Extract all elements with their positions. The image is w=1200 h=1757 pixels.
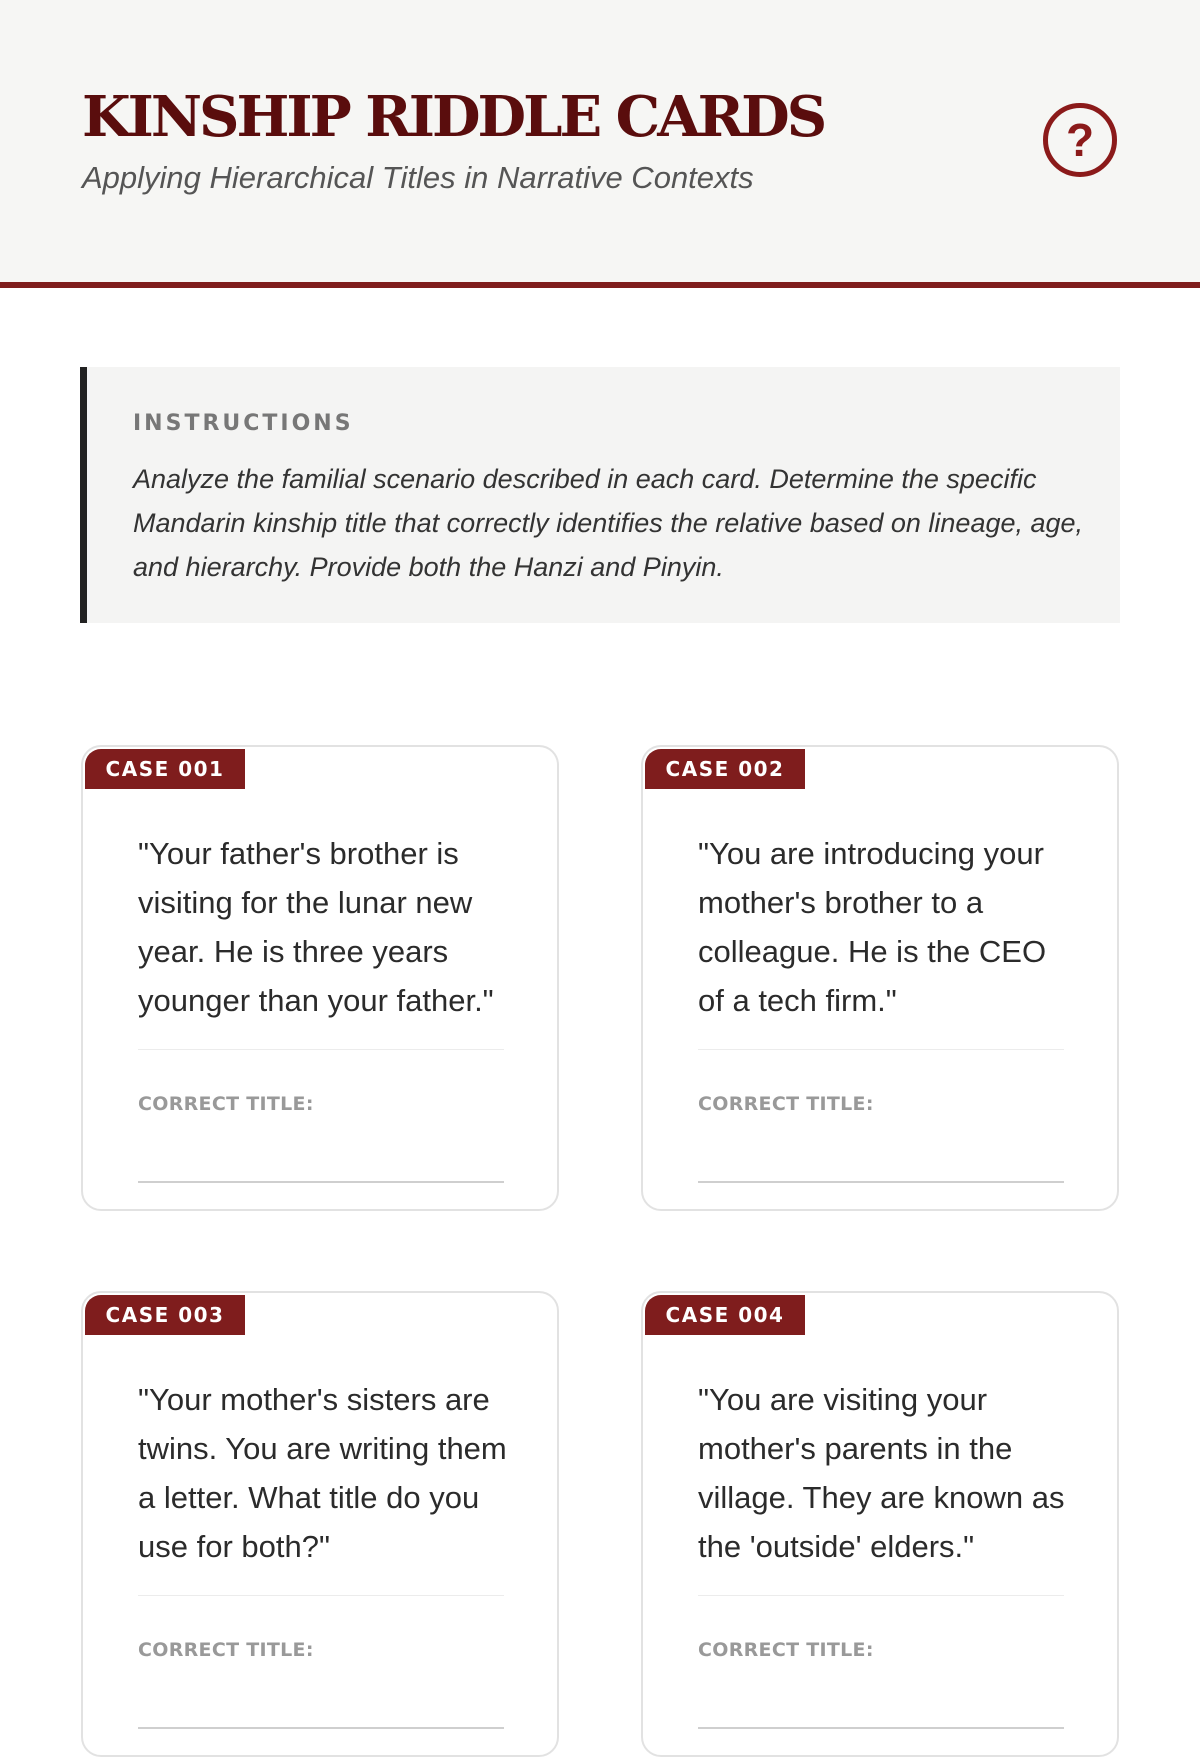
case-tag: CASE 003 xyxy=(85,1295,245,1335)
card-divider xyxy=(138,1049,504,1050)
card-divider xyxy=(138,1595,504,1596)
answer-label: CORRECT TITLE: xyxy=(138,1093,314,1115)
case-scenario: "You are introducing your mother's brother to a colleague. He is the CEO of a tech firm." xyxy=(698,836,1047,1018)
page-title: KINSHIP RIDDLE CARDS xyxy=(82,84,825,150)
answer-field[interactable] xyxy=(698,1727,1064,1729)
answer-label: CORRECT TITLE: xyxy=(698,1639,874,1661)
answer-field[interactable] xyxy=(138,1727,504,1729)
card-divider xyxy=(698,1595,1064,1596)
case-tag: CASE 002 xyxy=(645,749,805,789)
case-scenario: "Your father's brother is visiting for the lunar new year. He is three years younger than your father." xyxy=(138,836,494,1018)
card-divider xyxy=(698,1049,1064,1050)
instructions-panel xyxy=(80,367,1120,623)
case-card xyxy=(81,1291,559,1757)
page-header xyxy=(0,0,1200,288)
instructions-label: INSTRUCTIONS xyxy=(133,411,354,436)
help-button[interactable] xyxy=(1043,103,1117,177)
question-circle-icon: ? xyxy=(1065,114,1095,166)
case-card xyxy=(81,745,559,1211)
case-card xyxy=(641,1291,1119,1757)
page-subtitle: Applying Hierarchical Titles in Narrative Contexts xyxy=(82,160,754,195)
case-scenario: "You are visiting your mother's parents in the village. They are known as the 'outside' elders." xyxy=(698,1382,1065,1564)
answer-field[interactable] xyxy=(698,1181,1064,1183)
answer-field[interactable] xyxy=(138,1181,504,1183)
case-tag: CASE 004 xyxy=(645,1295,805,1335)
case-scenario: "Your mother's sisters are twins. You are writing them a letter. What title do you use for both?" xyxy=(138,1382,507,1564)
case-card xyxy=(641,745,1119,1211)
instructions-text: Analyze the familial scenario described in each card. Determine the specific Mandarin kinship title that correctly identifies the relative based on lineage, age, and hierarchy. Provide both the Hanzi and Pinyin. xyxy=(133,464,1084,582)
answer-label: CORRECT TITLE: xyxy=(138,1639,314,1661)
case-tag: CASE 001 xyxy=(85,749,245,789)
answer-label: CORRECT TITLE: xyxy=(698,1093,874,1115)
